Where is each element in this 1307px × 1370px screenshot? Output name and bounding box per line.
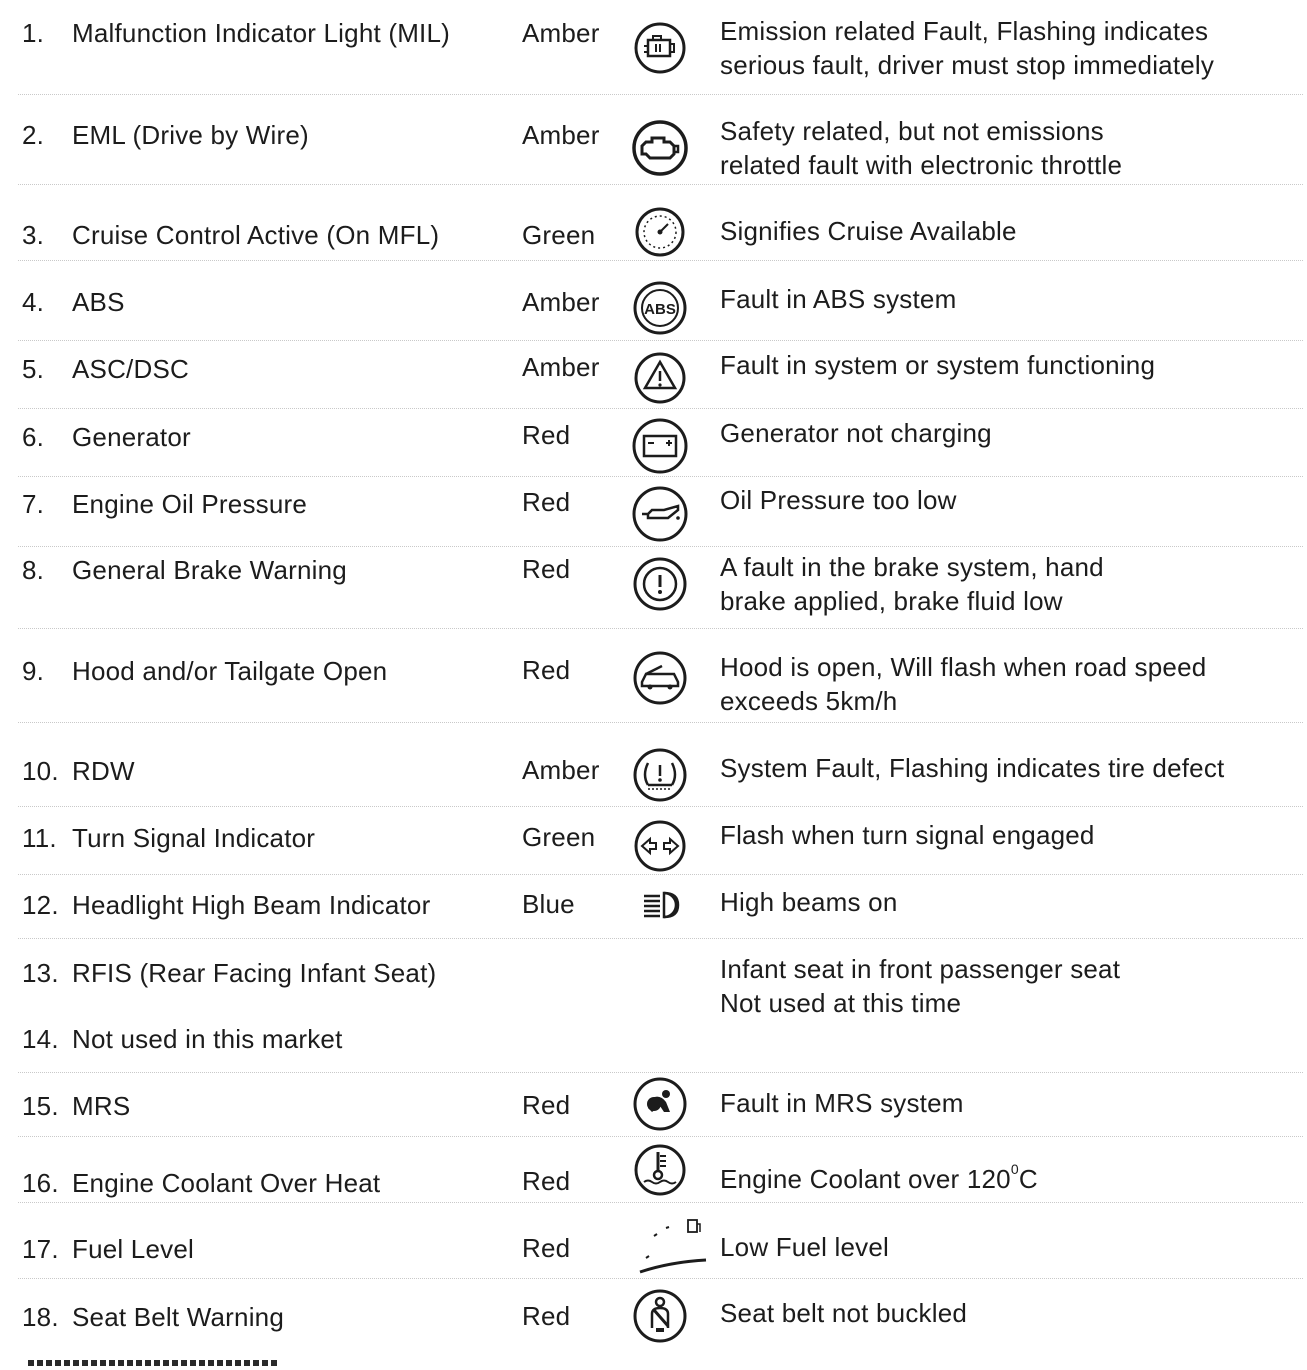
table-row (18, 200, 1303, 261)
airbag-icon (630, 1074, 690, 1134)
row-name: ASC/DSC (72, 354, 189, 384)
row-name: Generator (72, 422, 191, 452)
row-description: Hood is open, Will flash when road speed exceeds 5km/h (720, 652, 1207, 716)
row-number: 8. (22, 555, 45, 585)
row-description: Fault in system or system functioning (720, 350, 1156, 380)
cruise-control-icon (630, 202, 690, 262)
seat-belt-icon (630, 1286, 690, 1346)
table-row (18, 1074, 1303, 1137)
row-name: MRS (72, 1091, 131, 1121)
row-color: Red (522, 1166, 571, 1196)
table-row (18, 812, 1303, 875)
page-edge-marks (28, 1360, 278, 1366)
row-color: Red (522, 420, 571, 450)
row-color: Green (522, 220, 596, 250)
row-number: 2. (22, 120, 45, 150)
row-number: 6. (22, 422, 45, 452)
row-name: Hood and/or Tailgate Open (72, 656, 388, 686)
row-name: General Brake Warning (72, 555, 347, 585)
table-row (18, 944, 1303, 1018)
row-name: Seat Belt Warning (72, 1302, 284, 1332)
row-name: Headlight High Beam Indicator (72, 890, 431, 920)
row-number: 3. (22, 220, 45, 250)
table-row (18, 876, 1303, 939)
tire-pressure-icon (630, 745, 690, 805)
row-number: 11. (22, 823, 57, 853)
row-color: Amber (522, 755, 600, 785)
table-row (18, 478, 1303, 547)
table-row (18, 410, 1303, 477)
row-color: Red (522, 487, 571, 517)
row-number: 7. (22, 489, 45, 519)
row-description: A fault in the brake system, hand brake applied, brake fluid low (720, 552, 1104, 616)
row-description: Flash when turn signal engaged (720, 820, 1095, 850)
row-description: Signifies Cruise Available (720, 216, 1017, 246)
row-color: Red (522, 554, 571, 584)
row-color: Amber (522, 120, 600, 150)
table-row (18, 342, 1303, 409)
row-description: Safety related, but not emissions related fault with electronic throttle (720, 116, 1123, 180)
fuel-gauge-icon (632, 1212, 712, 1278)
hood-open-icon (630, 648, 690, 708)
row-name: Malfunction Indicator Light (MIL) (72, 18, 450, 48)
row-number: 1. (22, 18, 45, 48)
row-name: Engine Coolant Over Heat (72, 1168, 381, 1198)
row-number: 10. (22, 756, 59, 786)
turn-signal-icon (630, 816, 690, 876)
row-name: ABS (72, 287, 125, 317)
oil-can-icon (630, 484, 690, 544)
row-number: 15. (22, 1091, 59, 1121)
table-row (18, 1014, 1303, 1073)
table-row (18, 548, 1303, 629)
row-name: RDW (72, 756, 135, 786)
row-color: Amber (522, 287, 600, 317)
row-color: Amber (522, 18, 600, 48)
row-description: Seat belt not buckled (720, 1298, 968, 1328)
row-name: EML (Drive by Wire) (72, 120, 309, 150)
coolant-temp-icon (630, 1140, 690, 1200)
row-name: Cruise Control Active (On MFL) (72, 220, 440, 250)
row-name: Fuel Level (72, 1234, 194, 1264)
table-row (18, 744, 1303, 807)
stability-triangle-icon (630, 348, 690, 408)
row-name: Turn Signal Indicator (72, 823, 316, 853)
battery-icon (630, 416, 690, 476)
row-number: 13. (22, 958, 59, 988)
row-number: 14. (22, 1024, 59, 1054)
row-description: Oil Pressure too low (720, 485, 957, 515)
row-description: Fault in ABS system (720, 284, 957, 314)
row-color: Amber (522, 352, 600, 382)
row-description: Engine Coolant over $120^0C$ (720, 1161, 1038, 1194)
row-description: High beams on (720, 887, 898, 917)
row-color: Red (522, 1090, 571, 1120)
svg-text:ABS: ABS (644, 301, 676, 318)
table-row (18, 1212, 1303, 1279)
engine-check-icon (630, 18, 690, 78)
row-number: 12. (22, 890, 59, 920)
row-number: 9. (22, 656, 45, 686)
row-color: Red (522, 1233, 571, 1263)
table-row (18, 10, 1303, 95)
row-description: Fault in MRS system (720, 1088, 964, 1118)
brake-warning-icon (630, 554, 690, 614)
table-row (18, 110, 1303, 185)
row-description: Low Fuel level (720, 1232, 889, 1262)
table-row (18, 1140, 1303, 1203)
engine-outline-icon (630, 118, 690, 178)
table-row (18, 272, 1303, 341)
row-number: 16. (22, 1168, 59, 1198)
row-description: Emission related Fault, Flashing indicates serious fault, driver must stop immediately (720, 16, 1215, 80)
abs-icon (630, 278, 690, 338)
row-name: Not used in this market (72, 1024, 343, 1054)
row-description: Infant seat in front passenger seat Not used at this time (720, 954, 1121, 1018)
row-color: Red (522, 655, 571, 685)
row-number: 18. (22, 1302, 59, 1332)
row-name: Engine Oil Pressure (72, 489, 308, 519)
row-number: 5. (22, 354, 45, 384)
row-description: System Fault, Flashing indicates tire defect (720, 753, 1225, 783)
row-description: Generator not charging (720, 418, 992, 448)
row-color: Red (522, 1301, 571, 1331)
row-number: 4. (22, 287, 45, 317)
row-color: Blue (522, 889, 575, 919)
table-row (18, 1282, 1303, 1348)
row-name: RFIS (Rear Facing Infant Seat) (72, 958, 437, 988)
high-beam-icon (630, 877, 690, 937)
row-number: 17. (22, 1234, 59, 1264)
row-color: Green (522, 822, 596, 852)
table-row (18, 646, 1303, 723)
